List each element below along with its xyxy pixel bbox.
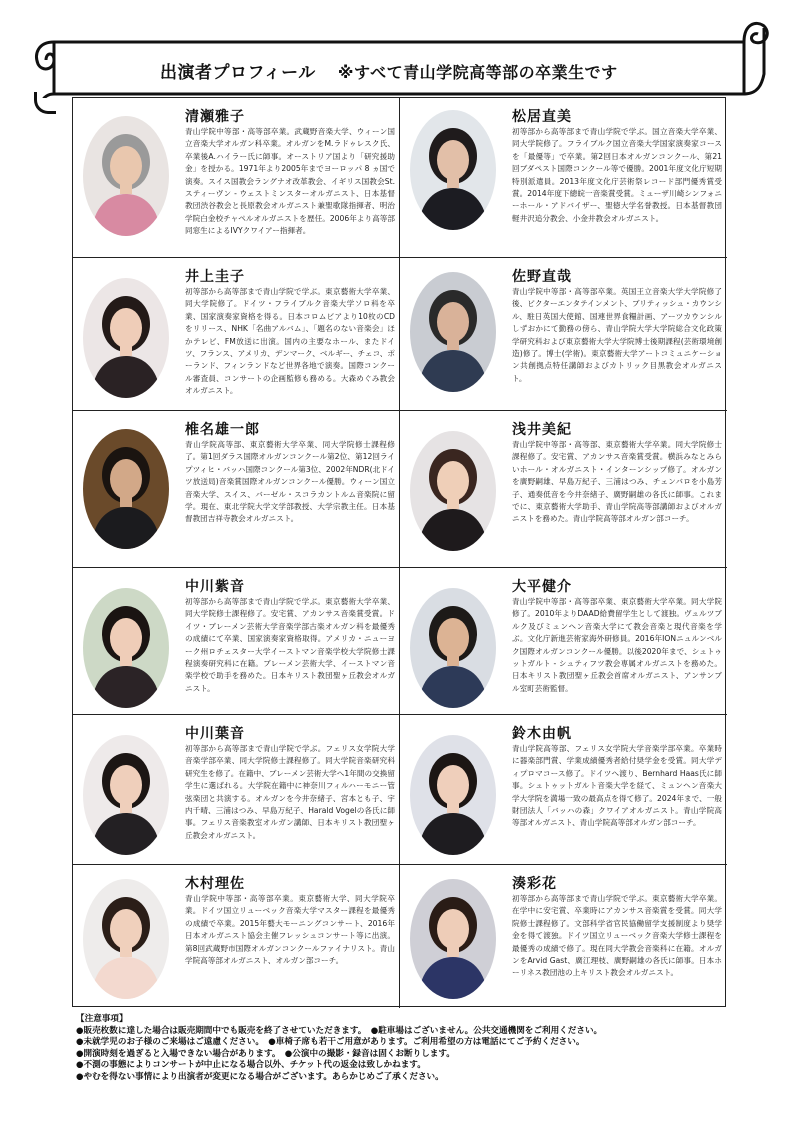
performer-bio: 初等部から高等部まで青山学院で学ぶ。国立音楽大学卒業、同大学院修了。フライブルク国立音楽大学国家演奏家コースを「最優等」で卒業。第2回日本オルガンコンクール、第21回ブダペスト国際コンクール等で優勝。2001年度文化庁短期特別派遣員。2013年度文化庁芸術祭レコード部門優秀賞受賞。2014年度下總皖一音楽賞受賞。ミューザ川崎シンフォニーホール・アドバイザー、聖徳大学名誉教授。日本基督教団軽井沢追分教会、小金井教会オルガニスト。	[512, 127, 722, 223]
performer-photo	[83, 116, 169, 236]
profile-cell	[400, 865, 727, 1008]
performer-photo	[83, 429, 169, 549]
performer-bio: 青山学院中等部・高等部、東京藝術大学卒業。同大学院修士課程修了。安宅賞、アカンサス音楽賞受賞。横浜みなとみらいホール・オルガニスト・インターンシップ修了。オルガンを廣野嗣雄、早島万紀子、三浦はつみ、チェンバロを小島芳子、通奏低音を今井奈緒子、廣野嗣雄の各氏に師事。これまでに、東京藝術大学助手、青山学院高等部講師およびオルガニストを務めた。青山学院高等部オルガン部コーチ。	[512, 440, 722, 524]
performer-name: 井上圭子	[185, 269, 245, 285]
profile-cell	[400, 98, 727, 258]
performer-photo	[410, 879, 496, 999]
performer-photo	[410, 272, 496, 392]
profile-cell	[73, 568, 400, 715]
performer-photo	[410, 110, 496, 230]
performer-name: 浅井美紀	[512, 422, 572, 438]
profile-cell	[400, 568, 727, 715]
notes-line: ●やむを得ない事情により出演者が変更になる場合がございます。あらかじめご了承ください。	[76, 1071, 444, 1082]
notes-heading: 【注意事項】	[76, 1014, 128, 1024]
banner-heading	[160, 58, 618, 83]
performer-name: 鈴木由帆	[512, 726, 572, 742]
notes-line: ●販売枚数に達した場合は販売期間中でも販売を終了させていただきます。 ●駐車場はございません。公共交通機関をご利用ください。	[76, 1025, 603, 1036]
performer-name: 木村理佐	[185, 876, 245, 892]
performer-name: 椎名雄一郎	[185, 422, 260, 438]
performer-bio: 初等部から高等部まで青山学院で学ぶ。東京藝術大学卒業、同大学院修士課程修了。安宅賞、アカンサス音楽賞受賞。ドイツ・ブレーメン芸術大学音楽学部古楽オルガン科を最優秀の成績にて卒業、国家演奏家資格取得。アメリカ・ニューヨーク州ロチェスター大学イーストマン音楽学校大学院修士課程演奏研究科に在籍。ブレーメン芸術大学、イーストマン音楽学校で助手を務めた。日本キリスト教団聖ヶ丘教会オルガニスト。	[185, 597, 395, 693]
performer-photo	[410, 431, 496, 551]
performer-photo	[83, 588, 169, 708]
performer-name: 清瀬雅子	[185, 109, 245, 125]
profile-cell	[400, 411, 727, 568]
notes-line: ●開演時刻を過ぎると入場できない場合があります。 ●公演中の撮影・録音は固くお断りします。	[76, 1048, 455, 1059]
profile-cell	[73, 411, 400, 568]
performer-bio: 青山学院中等部・高等部卒業、東京藝術大学卒業。同大学院修了。2010年よりDAAD給費留学生として渡独。ヴュルツブルク及びミュンヘン音楽大学にて教会音楽と現代音楽を学ぶ。文化庁新進芸術家海外研修員。2016年IONニュルンベルク国際オルガンコンクール優勝。以後2020年まで、シュトゥットガルト - シュティフツ教会専属オルガニストを務めた。日本キリスト教団聖ヶ丘教会首席オルガニスト、アンサンブル室町芸術監督。	[512, 597, 722, 693]
performer-bio: 青山学院高等部、フェリス女学院大学音楽学部卒業。卒業時に器楽部門賞、学業成績優秀者給付奨学金を受賞。同大学ディプロマコース修了。ドイツへ渡り、Bernhard Haas氏に師事。シュトゥットガルト音楽大学を経て、ミュンヘン音楽大学大学院を満場一致の最高点を得て修了。2024年まで、一般財団法人「バッハの森」クワイアオルガニスト。青山学院高等部オルガニスト、青山学院高等部オルガン部コーチ。	[512, 744, 722, 828]
profile-cell	[400, 715, 727, 865]
profile-cell	[73, 865, 400, 1008]
page-subtitle: ※すべて青山学院高等部の卒業生です	[337, 63, 618, 82]
notes-line: ●未就学児のお子様のご来場はご遠慮ください。 ●車椅子席も若干ご用意があります。ご利用希望の方は電話にてご予約ください。	[76, 1037, 585, 1048]
performer-bio: 初等部から高等部まで青山学院で学ぶ。フェリス女学院大学音楽学部卒業、同大学院修士課程修了。同大学院音楽研究科研究生を修了。在籍中、ブレーメン芸術大学へ1年間の交換留学生に選ばれる。大学院在籍中に神奈川フィルハーモニー管弦楽団と共演する。オルガンを今井奈緒子、宮本とも子、宇内千晴、三浦はつみ、早島万紀子、Harald Vogelの各氏に師事。フェリス音楽教室オルガン講師、日本キリスト教団聖ヶ丘教会オルガニスト。	[185, 744, 395, 840]
performer-bio: 青山学院中等部・高等部卒業。東京藝術大学、同大学院卒業。ドイツ国立リューベック音楽大学マスター課程を最優秀の成績で卒業。2015年藝大モーニングコンサート、2016年日本オルガニスト協会主催フレッシュコンサート等に出演。第8回武蔵野市国際オルガンコンクールファイナリスト。青山学院高等部オルガニスト、オルガン部コーチ。	[185, 894, 395, 966]
performer-name: 大平健介	[512, 579, 572, 595]
performer-photo	[83, 735, 169, 855]
performer-name: 佐野直哉	[512, 269, 572, 285]
performer-bio: 初等部から高等部まで青山学院で学ぶ。東京藝術大学卒業。在学中に安宅賞、卒業時にアカンサス音楽賞を受賞。同大学院修士課程修了。文部科学省官民協働留学支援制度より奨学金を得て渡独。ドイツ国立リューベック音楽大学修士課程を最優秀の成績で修了。現在同大学教会音楽科に在籍。オルガンをArvid Gast、廣江理枝、廣野嗣雄の各氏に師事。日本ホーリネス教団池の上キリスト教会オルガニスト。	[512, 894, 722, 978]
performer-photo	[410, 588, 496, 708]
performer-name: 中川葉音	[185, 726, 245, 742]
performer-bio: 青山学院中等部・高等部卒業。武蔵野音楽大学、ウィーン国立音楽大学オルガン科卒業。オルガンをM.ラドゥレスク氏、卒業後A.ハイラー氏に師事。オーストリア国より「研究援助金」を授かる。1971年より2005年までヨーロッパ 8 ヵ国で演奏。スイス国教会ラングナオ改革教会、イギリス国教会St.スティーヴン - ウェストミンスターオルガニスト、日本基督教団渋谷教会と長原教会オルガニスト兼聖歌隊指揮者、明治学院白金校チャペルオルガニストを歴任。2006年より高等部同窓生によるIVYクワイアー指揮者。	[185, 127, 395, 236]
performer-name: 松居直美	[512, 109, 572, 125]
performer-photo	[83, 278, 169, 398]
profile-cell	[73, 258, 400, 411]
performer-name: 湊彩花	[512, 876, 557, 892]
profile-cell	[73, 715, 400, 865]
profile-cell	[400, 258, 727, 411]
profile-cell	[73, 98, 400, 258]
performer-photo	[83, 879, 169, 999]
scroll-left-tail	[34, 92, 56, 114]
performer-grid	[72, 97, 726, 1007]
notes-line: ●不測の事態によりコンサートが中止になる場合以外、チケット代の返金は致しかねます。	[76, 1060, 426, 1071]
title-banner-scroll	[32, 14, 772, 98]
performer-bio: 青山学院中等部・高等部卒業。英国王立音楽大学大学院修了後、ビクターエンタテインメント、ブリティッシュ・カウンシル、駐日英国大使館、国連世界食糧計画、アーツカウンシルしずおかにて勤務の傍ら、青山学院大学大学院総合文化政策学研究科および東京藝術大学大学院博士後期課程(芸術環境創造)修了。博士(学術)。東京藝術大学アートコミュニケーション共創拠点特任講師およびカトリック目黒教会オルガニスト。	[512, 287, 722, 383]
performer-bio: 初等部から高等部まで青山学院で学ぶ。東京藝術大学卒業、同大学院修了。ドイツ・フライブルク音楽大学ソロ科を卒業、国家演奏家資格を得る。日本コロムビアより10枚のCDをリリース、NHK「名曲アルバム」、「題名のない音楽会」ほかテレビ、FM放送に出演。国内の主要なホール、またドイツ、フランス、アメリカ、デンマーク、ベルギー、チェコ、ポーランド、フィンランドなど世界各地で演奏。国際コンクール審査員、コンサートの企画監修も務める。大森めぐみ教会オルガニスト。	[185, 287, 395, 396]
page-title: 出演者プロフィール	[160, 63, 316, 83]
performer-bio: 青山学院高等部、東京藝術大学卒業、同大学院修士課程修了。第1回ダラス国際オルガンコンクール第2位、第12回ライプツィヒ・バッハ国際コンクール第3位、2002年NDR(北ドイツ放送局)音楽賞国際オルガンコンクール優勝。ウィーン国立音楽大学、スイス、バーゼル・スコラカントルム音楽院に留学。現在、東北学院大学文学部教授、大学宗教主任。日本基督教団吉祥寺教会オルガニスト。	[185, 440, 395, 524]
performer-name: 中川紫音	[185, 579, 245, 595]
scroll-ornament	[32, 14, 772, 98]
notes-section	[76, 1014, 736, 1084]
performer-photo	[410, 735, 496, 855]
